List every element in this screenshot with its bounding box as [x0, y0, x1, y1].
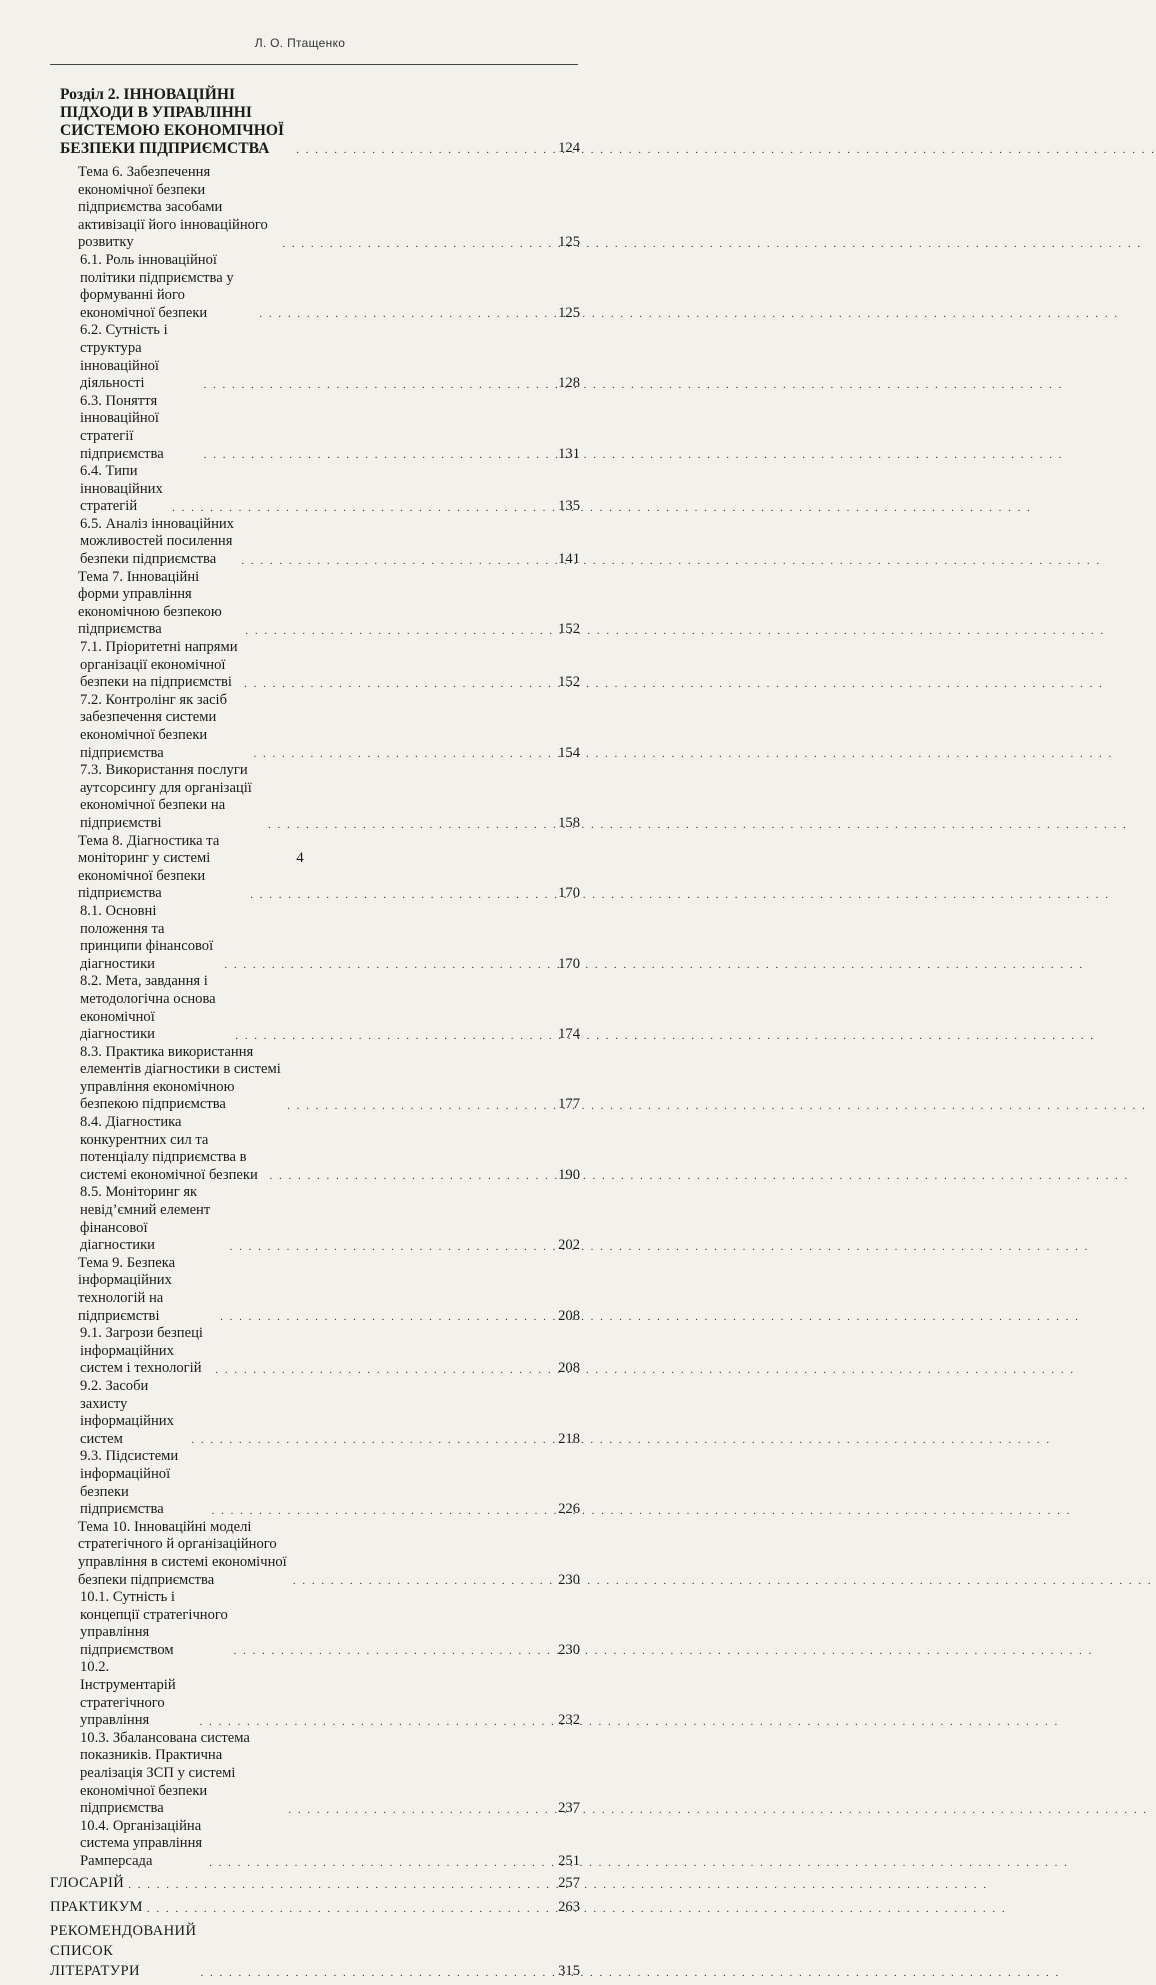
- dot-leader: [147, 1904, 542, 1914]
- dot-leader: [199, 1717, 542, 1727]
- dot-leader: [244, 679, 542, 689]
- toc-page-number: 177: [558, 1096, 580, 1113]
- toc-back-matter-entry[interactable]: [50, 1921, 580, 1981]
- toc-entry-title: 10.4. Організаційна система управління Рамперсада: [80, 1817, 203, 1869]
- toc-subsection-entry[interactable]: [50, 903, 580, 973]
- toc-entry-title: Тема 9. Безпека інформаційних технологій на підприємстві: [78, 1254, 176, 1324]
- toc-subsection-entry[interactable]: [50, 639, 580, 692]
- toc-section-title: Розділ 2. ІННОВАЦІЙНІ ПІДХОДИ В УПРАВЛІННІ СИСТЕМОЮ ЕКОНОМІЧНОЇ БЕЗПЕКИ ПІДПРИЄМСТВА: [60, 86, 285, 157]
- toc-subsection-entry[interactable]: [50, 1730, 580, 1818]
- toc-subsection-entry[interactable]: [50, 1589, 580, 1659]
- page-number: 4: [296, 850, 304, 866]
- dot-leader: [215, 1365, 542, 1375]
- toc-page-number: 251: [558, 1853, 580, 1869]
- toc-entry-title: Тема 8. Діагностика та моніторинг у системі економічної безпеки підприємства: [78, 832, 220, 902]
- toc-page-number: 141: [558, 551, 580, 568]
- toc-topic-entry[interactable]: [50, 1255, 580, 1325]
- toc-page-number: 152: [558, 621, 580, 638]
- toc-entry-title: 9.2. Засоби захисту інформаційних систем: [80, 1377, 174, 1447]
- toc-topic-entry[interactable]: [50, 833, 580, 903]
- toc-page-number: 237: [558, 1800, 580, 1817]
- toc-page-number: 170: [558, 885, 580, 902]
- dot-leader: [241, 556, 542, 566]
- dot-leader: [288, 1805, 542, 1815]
- toc-entry-title: ГЛОСАРІЙ: [50, 1874, 125, 1891]
- toc-back-matter: [50, 1873, 580, 1981]
- toc-page-number: 230: [558, 1641, 580, 1658]
- toc-subsection-entry[interactable]: [50, 252, 580, 322]
- toc-page-number: 152: [558, 674, 580, 691]
- toc-page-number: 257: [558, 1874, 580, 1891]
- toc-subsection-entry[interactable]: [50, 1818, 580, 1871]
- toc-topic-entry[interactable]: [50, 1519, 580, 1589]
- toc-page-number: 124: [558, 140, 580, 157]
- dot-leader: [224, 960, 542, 970]
- toc-entry-title: 6.3. Поняття інноваційної стратегії підприємства: [80, 392, 164, 462]
- dot-leader: [245, 626, 542, 636]
- dot-leader: [287, 1101, 542, 1111]
- toc-subsection-entry[interactable]: [50, 973, 580, 1043]
- toc-entries: [50, 164, 580, 1871]
- dot-leader: [235, 1031, 542, 1041]
- toc-page-number: 263: [558, 1898, 580, 1915]
- dot-leader: [172, 503, 542, 513]
- toc-entry-title: ПРАКТИКУМ: [50, 1898, 143, 1915]
- toc-page-number: 232: [558, 1712, 580, 1729]
- toc-entry-title: 10.1. Сутність і концепції стратегічного управління підприємством: [80, 1589, 228, 1658]
- dot-leader: [200, 1968, 542, 1978]
- toc-page-number: 190: [558, 1166, 580, 1183]
- toc-subsection-entry[interactable]: [50, 1378, 580, 1448]
- toc-entry-title: РЕКОМЕНДОВАНИЙ СПИСОК ЛІТЕРАТУРИ: [50, 1922, 197, 1979]
- toc-entry-title: 7.1. Пріоритетні напрями організації економічної безпеки на підприємстві: [80, 639, 238, 691]
- toc-subsection-entry[interactable]: [50, 1325, 580, 1378]
- toc-page-number: 128: [558, 375, 580, 392]
- toc-topic-entry[interactable]: [50, 569, 580, 639]
- dot-leader: [212, 1506, 542, 1516]
- toc-page-number: 208: [558, 1360, 580, 1377]
- toc-entry-title: 8.2. Мета, завдання і методологічна основа економічної діагностики: [80, 973, 216, 1043]
- header-rule: [50, 64, 578, 65]
- toc-subsection-entry[interactable]: [50, 692, 580, 762]
- toc-subsection-entry[interactable]: [50, 1114, 580, 1184]
- toc-page-number: 131: [558, 445, 580, 462]
- toc-page-number: 154: [558, 744, 580, 761]
- toc-subsection-entry[interactable]: [50, 762, 580, 832]
- dot-leader: [268, 820, 542, 830]
- toc-entry-title: 8.4. Діагностика конкурентних сил та потенціалу підприємства в системі економічної безпеки: [80, 1114, 258, 1183]
- toc-entry-title: 6.2. Сутність і структура інноваційної діяльності: [80, 322, 168, 392]
- toc-page-number: 218: [558, 1430, 580, 1447]
- toc-subsection-entry[interactable]: [50, 393, 580, 463]
- dot-leader: [204, 380, 542, 390]
- toc-page-number: 125: [558, 304, 580, 321]
- toc-entry-title: 8.1. Основні положення та принципи фінансової діагностики: [80, 902, 214, 972]
- dot-leader: [209, 1858, 542, 1868]
- toc-entry-title: 10.3. Збалансована система показників. Практична реалізація ЗСП у системі економічної безпеки підприємства: [80, 1729, 250, 1817]
- toc-page-number: 170: [558, 955, 580, 972]
- toc-entry-title: 6.4. Типи інноваційних стратегій: [80, 463, 163, 515]
- toc-page-number: 125: [558, 234, 580, 251]
- dot-leader: [220, 1312, 542, 1322]
- toc-page-number: 226: [558, 1501, 580, 1518]
- toc-entry-title: 8.3. Практика використання елементів діагностики в системі управління економічною безпекою підприємства: [80, 1043, 281, 1113]
- toc-subsection-entry[interactable]: [50, 516, 580, 569]
- toc-subsection-entry[interactable]: [50, 1044, 580, 1114]
- toc-subsection-entry[interactable]: [50, 463, 580, 516]
- toc-entry-title: 6.5. Аналіз інноваційних можливостей посилення безпеки підприємства: [80, 515, 234, 568]
- toc-entry-title: Тема 10. Інноваційні моделі стратегічного й організаційного управління в системі економічної безпеки підприємства: [78, 1518, 287, 1588]
- dot-leader: [282, 239, 542, 249]
- toc-entry-title: Тема 6. Забезпечення економічної безпеки підприємства засобами активізації його інноваційного розвитку: [78, 164, 268, 251]
- toc-back-matter-entry[interactable]: [50, 1897, 580, 1917]
- toc-back-matter-entry[interactable]: [50, 1873, 580, 1893]
- toc-entry-title: 9.3. Підсистеми інформаційної безпеки підприємства: [80, 1448, 179, 1518]
- toc-entry-title: 7.2. Контролінг як засіб забезпечення системи економічної безпеки підприємства: [80, 691, 228, 761]
- toc-subsection-entry[interactable]: [50, 1448, 580, 1518]
- toc-entry-title: 10.2. Інструментарій стратегічного управління: [80, 1659, 176, 1729]
- toc-page-number: 315: [558, 1962, 580, 1979]
- dot-leader: [204, 450, 542, 460]
- running-head: Л. О. Птащенко: [254, 36, 346, 50]
- toc-topic-entry[interactable]: [50, 164, 580, 252]
- toc-page-number: 208: [558, 1307, 580, 1324]
- toc-subsection-entry[interactable]: [50, 1184, 580, 1254]
- toc-page-number: 158: [558, 814, 580, 831]
- toc-entry-title: 9.1. Загрози безпеці інформаційних систем і технологій: [80, 1325, 203, 1377]
- toc-entry-title: 8.5. Моніторинг як невід’ємний елемент фінансової діагностики: [80, 1184, 211, 1254]
- dot-leader: [128, 1880, 542, 1890]
- toc-subsection-entry[interactable]: [50, 322, 580, 392]
- toc-entry-title: 6.1. Роль інноваційної політики підприємства у формуванні його економічної безпеки: [80, 251, 234, 321]
- dot-leader: [269, 1171, 542, 1181]
- dot-leader: [293, 1576, 542, 1586]
- toc-entry-title: Тема 7. Інноваційні форми управління економічною безпекою підприємства: [78, 568, 222, 638]
- dot-leader: [233, 1646, 542, 1656]
- dot-leader: [296, 145, 542, 155]
- dot-leader: [259, 309, 542, 319]
- dot-leader: [250, 890, 542, 900]
- toc-page-number: 202: [558, 1237, 580, 1254]
- toc-page-number: 135: [558, 498, 580, 515]
- dot-leader: [191, 1435, 542, 1445]
- dot-leader: [254, 749, 542, 759]
- toc-page-number: 174: [558, 1026, 580, 1043]
- toc-subsection-entry[interactable]: [50, 1659, 580, 1729]
- toc-section-entry[interactable]: [50, 86, 580, 158]
- table-of-contents: [50, 86, 580, 1985]
- dot-leader: [230, 1242, 542, 1252]
- toc-entry-title: 7.3. Використання послуги аутсорсингу для організації економічної безпеки на підприємстві: [80, 762, 252, 831]
- toc-page-number: 230: [558, 1571, 580, 1588]
